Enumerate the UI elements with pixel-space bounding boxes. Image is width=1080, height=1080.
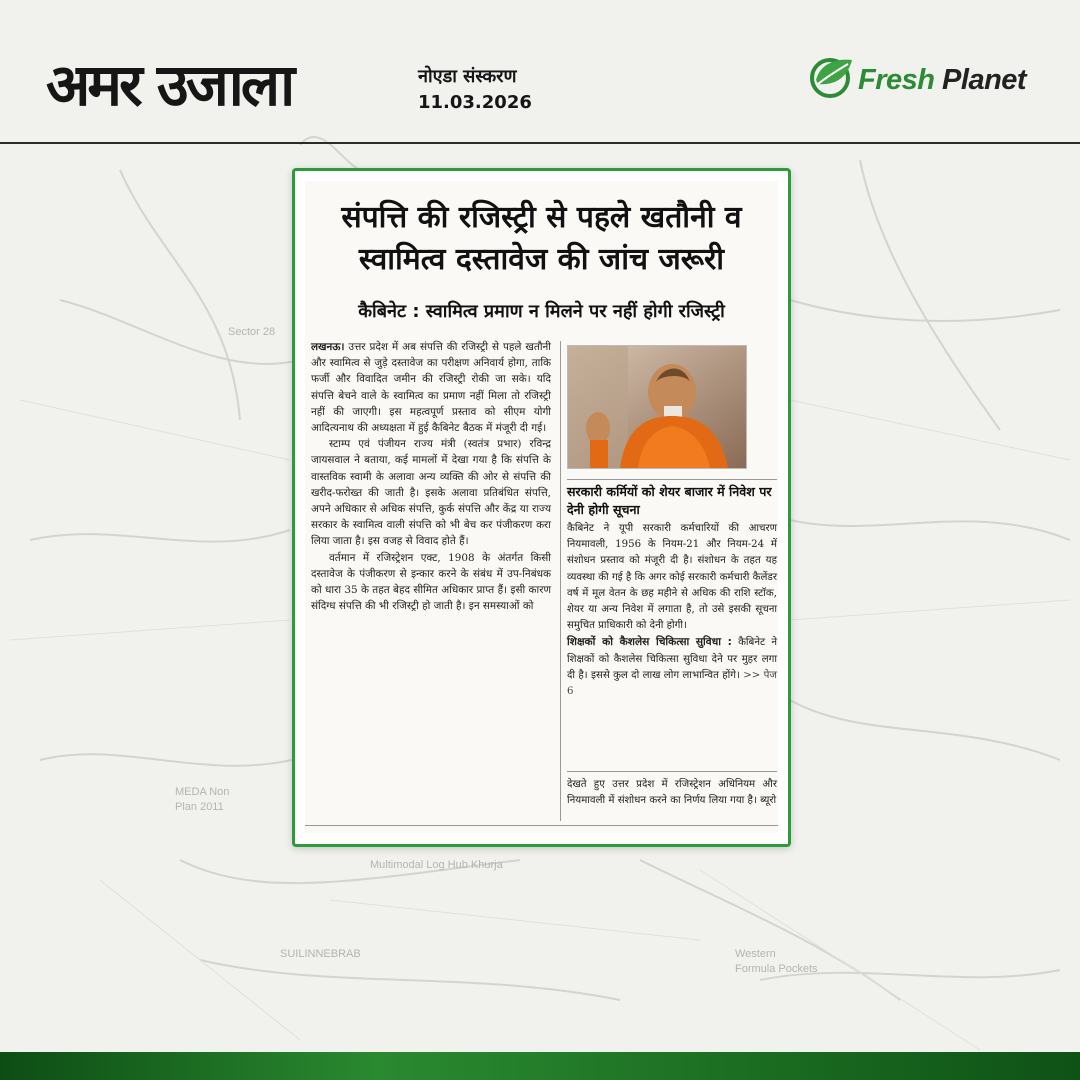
map-label-western-sub: Formula Pockets [735,963,818,975]
dateline: लखनऊ। [311,341,345,353]
brand-first: Fresh [858,64,935,96]
sidebar-rule-bottom [567,771,777,772]
map-label-suilinn: SUILINNEBRAB [280,948,361,960]
sidebar-title: सरकारी कर्मियों को शेयर बाजार में निवेश पर देनी होगी सूचना [567,484,772,517]
article-continuation: देखते हुए उत्तर प्रदेश में रजिस्ट्रेशन अधिनियम और नियमावली में संशोधन करने का निर्णय लिया गया है। ब्यूरो [567,779,777,807]
brand-second: Planet [934,64,1027,96]
sidebar-sub-body: कैबिनेट ने शिक्षकों को कैशलेस चिकित्सा सुविधा देने पर मुहर लगा दी है। इससे कुल दो लाख लोग लाभान्वित होंगे। [567,637,777,681]
clipping [305,181,778,833]
person-photo-icon [568,346,746,468]
header-divider [0,142,1080,144]
sidebar-para: कैबिनेट ने यूपी सरकारी कर्मचारियों की आचरण नियमावली, 1956 के नियम-21 और नियम-24 में संशोधन प्रस्ताव को मंजूरी दी है। संशोधन के तहत यह व्यवस्था की गई है कि अगर कोई सरकारी कर्मचारी कैलेंडर वर्ष में मूल वेतन के छह महीने से अधिक की राशि स्टॉक, शेयर या अन्य निवेश में लगाता है, तो उसे इसकी सूचना समुचित प्राधिकारी को देनी होगी। [567,523,777,632]
map-label-hub: Multimodal Log Hub Khurja [370,859,503,871]
map-label-sector: Sector 28 [228,326,276,338]
clipping-bottom-rule [305,825,778,826]
header [0,0,1080,145]
brand-name [858,62,1026,98]
article-para-3: वर्तमान में रजिस्ट्रेशन एक्ट, 1908 के अंतर्गत किसी दस्तावेज के पंजीकरण से इन्कार करने के संबंध में उप-निबंधक को धारा 35 के तहत बेहद सीमित अधिकार प्राप्त हैं। इसी कारण संदिग्ध संपत्ति की भी रजिस्ट्री हो जाती है। इन समस्याओं को [311,551,551,613]
page-reference: >> पेज 6 [567,669,777,698]
article-para-2: स्टाम्प एवं पंजीयन राज्य मंत्री (स्वतंत्र प्रभार) रविन्द्र जायसवाल ने बताया, कई मामलों में देखा गया है कि संपत्ति के वास्तविक स्वामी के अलावा अन्य व्यक्ति की ओर से संपत्ति की खरीद-फरोख्त की जाती है। इसके अलावा प्रतिबंधित संपत्ति, अपने अधिकार से अधिक संपत्ति, कुर्क संपत्ति और केंद्र या राज्य सरकार के स्वामित्व वाली संपत्ति को भी बेच कर पंजीकरण करा लिया जाता है। इस वजह से विवाद होते हैं। [311,438,551,548]
footer-bar [0,1052,1080,1080]
map-label-plan: MEDA Non [175,786,230,798]
masthead-logo: अमर उजाला [46,51,293,119]
edition-info [418,64,532,116]
leaf-icon [808,50,856,106]
news-clipping-card [292,168,791,847]
edition-name: नोएडा संस्करण [418,66,517,87]
map-label-western: Western [735,948,776,960]
sidebar-sub-title: शिक्षकों को कैशलेस चिकित्सा सुविधा : [567,636,732,649]
subheadline: कैबिनेट : स्वामित्व प्रमाण न मिलने पर नहीं होगी रजिस्ट्री [358,301,725,322]
headline-line-1: संपत्ति की रजिस्ट्री से पहले खतौनी व [341,200,742,235]
sidebar-sub-para [567,634,777,700]
headline [305,197,778,281]
edition-date: 11.03.2026 [418,92,532,113]
fresh-planet-logo [808,50,1058,110]
article-para-1 [311,339,551,436]
sidebar-body [567,521,777,700]
para-1-text: उत्तर प्रदेश में अब संपत्ति की रजिस्ट्री से पहले खतौनी और स्वामित्व से जुड़े दस्तावेज का परीक्षण अनिवार्य होगा, ताकि फर्जी और विवादित जमीन की रजिस्ट्री रोकी जा सके। यदि संपत्ति बेचने वाले के स्वामित्व का प्रमाण नहीं मिला तो रजिस्ट्री नहीं की जाएगी। इस महत्वपूर्ण प्रस्ताव को सीएम योगी आदित्यनाथ की अध्यक्षता में हुई कैबिनेट बैठक में मंजूरी दी गई। [311,341,551,435]
news-photo [567,345,747,469]
headline-line-2: स्वामित्व दस्तावेज की जांच जरूरी [358,242,725,277]
sidebar-rule-top [567,479,777,480]
column-divider [560,341,561,821]
map-label-plan-year: Plan 2011 [175,801,224,813]
article-body [311,339,551,614]
